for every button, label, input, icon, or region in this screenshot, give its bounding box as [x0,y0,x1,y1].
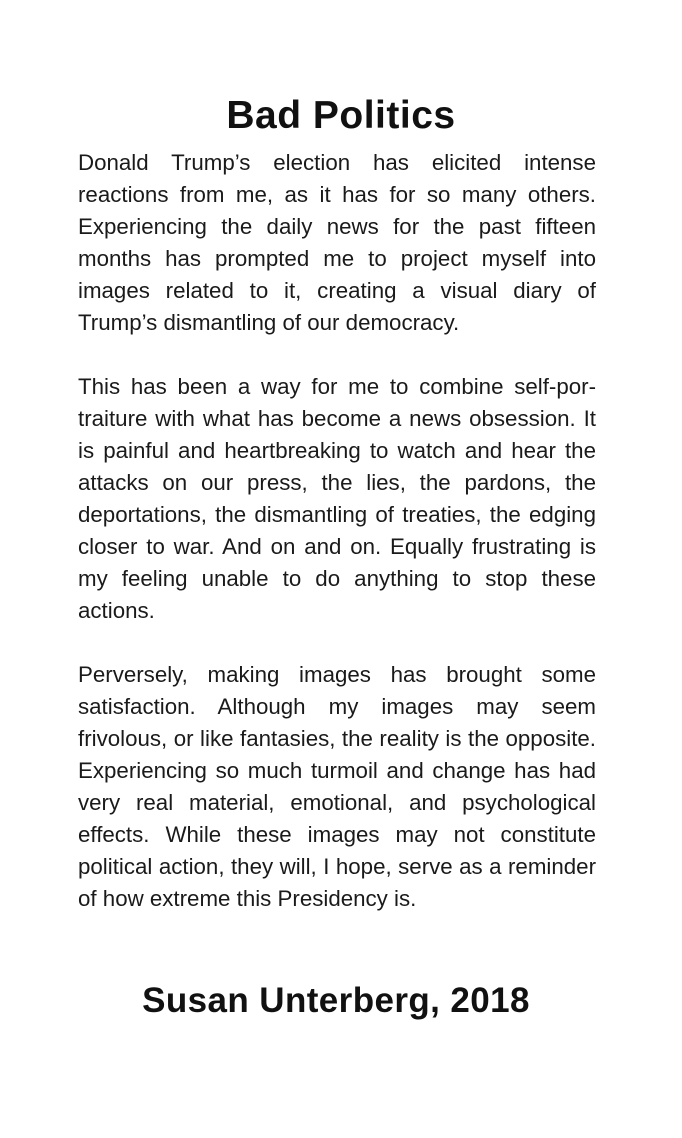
paragraph-2: This has been a way for me to combine self-portraiture with what has become a news obsession. It is painful and heartbreaking to watch and hear the attacks on our press, the lies, the pardons, the deportations, the dismantling of treaties, the edging closer to war. And on and on. Equally frustrating is my feeling unable to do anything to stop these actions. [78,374,596,623]
page-title: Bad Politics [226,94,456,138]
statement-body [78,147,596,915]
author-signature: Susan Unterberg, 2018 [142,981,530,1020]
paragraph-3: Perversely, making images has brought some satisfaction. Although my images may seem frivolous, or like fantasies, the reality is the opposite. Experiencing so much turmoil and change has had very real material, emotional, and psychological effects. While these images may not constitute political action, they will, I hope, serve as a reminder of how extreme this Presidency is. [78,662,596,911]
paragraph-1: Donald Trump’s election has elicited intense reactions from me, as it has for so many others. Experiencing the daily news for the past fifteen months has prompted me to project myself into images related to it, creating a visual diary of Trump’s dismantling of our democracy. [78,150,596,335]
